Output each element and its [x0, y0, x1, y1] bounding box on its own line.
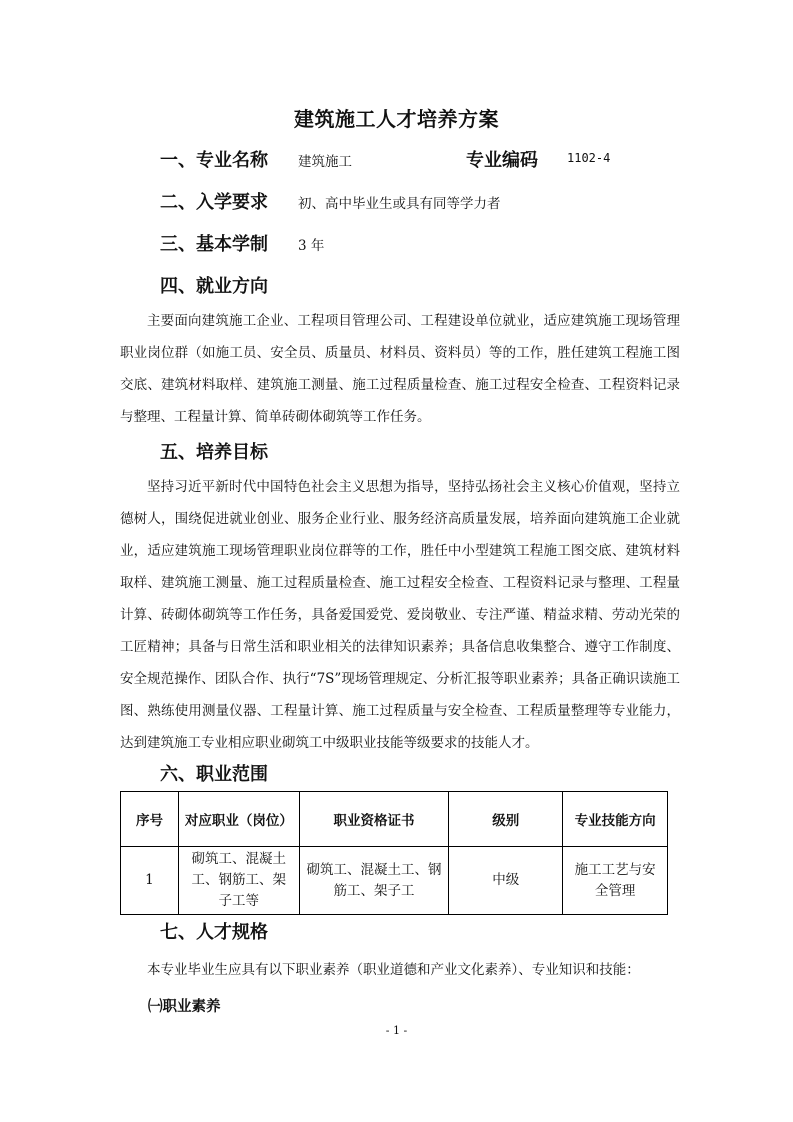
- table-header-cell: 职业资格证书: [299, 792, 449, 847]
- table-row: [121, 847, 668, 915]
- table-cell: 中级: [449, 847, 563, 915]
- page-title: 建筑施工人才培养方案: [294, 107, 499, 131]
- major-code-heading: 专业编码: [466, 150, 538, 171]
- table-header-cell: 对应职业（岗位）: [178, 792, 299, 847]
- page-number: - 1 -: [385, 1024, 408, 1037]
- table-header-cell: 级别: [449, 792, 563, 847]
- duration-heading: 三、基本学制: [160, 234, 268, 255]
- table-cell: 砌筑工、混凝土工、钢筋工、架子工等: [178, 847, 299, 915]
- sub-heading: ㈠职业素养: [148, 999, 221, 1015]
- table-cell: 砌筑工、混凝土工、钢筋工、架子工: [299, 847, 449, 915]
- table-cell: 1: [121, 847, 179, 915]
- employment-heading: 四、就业方向: [160, 276, 268, 297]
- admission-value: 初、高中毕业生或具有同等学力者: [298, 196, 501, 212]
- occupation-table: [120, 791, 668, 915]
- talent-heading: 七、人才规格: [160, 922, 268, 943]
- employment-paragraph: 主要面向建筑施工企业、工程项目管理公司、工程建设单位就业，适应建筑施工现场管理职业岗位群（如施工员、安全员、质量员、材料员、资料员）等的工作，胜任建筑工程施工图交底、建筑材料取样、建筑施工测量、施工过程质量检查、施工过程安全检查、工程资料记录与整理、工程量计算、简单砖砌体砌筑等工作任务。: [120, 313, 680, 425]
- table-cell: 施工工艺与安全管理: [563, 847, 668, 915]
- major-code-value: 1102-4: [567, 151, 611, 165]
- major-name-heading: 一、专业名称: [160, 150, 268, 171]
- admission-heading: 二、入学要求: [160, 192, 268, 213]
- table-header-row: [121, 792, 668, 847]
- table-header-cell: 专业技能方向: [563, 792, 668, 847]
- talent-paragraph: 本专业毕业生应具有以下职业素养（职业道德和产业文化素养）、专业知识和技能：: [147, 962, 640, 978]
- goal-heading: 五、培养目标: [160, 442, 268, 463]
- duration-value: 3 年: [298, 238, 325, 254]
- goal-paragraph: 坚持习近平新时代中国特色社会主义思想为指导，坚持弘扬社会主义核心价值观，坚持立德树人，围绕促进就业创业、服务企业行业、服务经济高质量发展，培养面向建筑施工企业就业，适应建筑施工现场管理职业岗位群等的工作，胜任中小型建筑工程施工图交底、建筑材料取样、建筑施工测量、施工过程质量检查、施工过程安全检查、工程资料记录与整理、工程量计算、砖砌体砌筑等工作任务，具备爱国爱党、爱岗敬业、专注严谨、精益求精、劳动光荣的工匠精神；具备与日常生活和职业相关的法律知识素养；具备信息收集整合、遵守工作制度、安全规范操作、团队合作、执行“7S”现场管理规定、分析汇报等职业素养；具备正确识读施工图、熟练使用测量仪器、工程量计算、施工过程质量与安全检查、工程质量整理等专业能力，达到建筑施工专业相应职业砌筑工中级职业技能等级要求的技能人才。: [120, 479, 680, 751]
- major-name-value: 建筑施工: [298, 154, 352, 170]
- table-header-cell: 序号: [121, 792, 179, 847]
- scope-heading: 六、职业范围: [160, 764, 268, 785]
